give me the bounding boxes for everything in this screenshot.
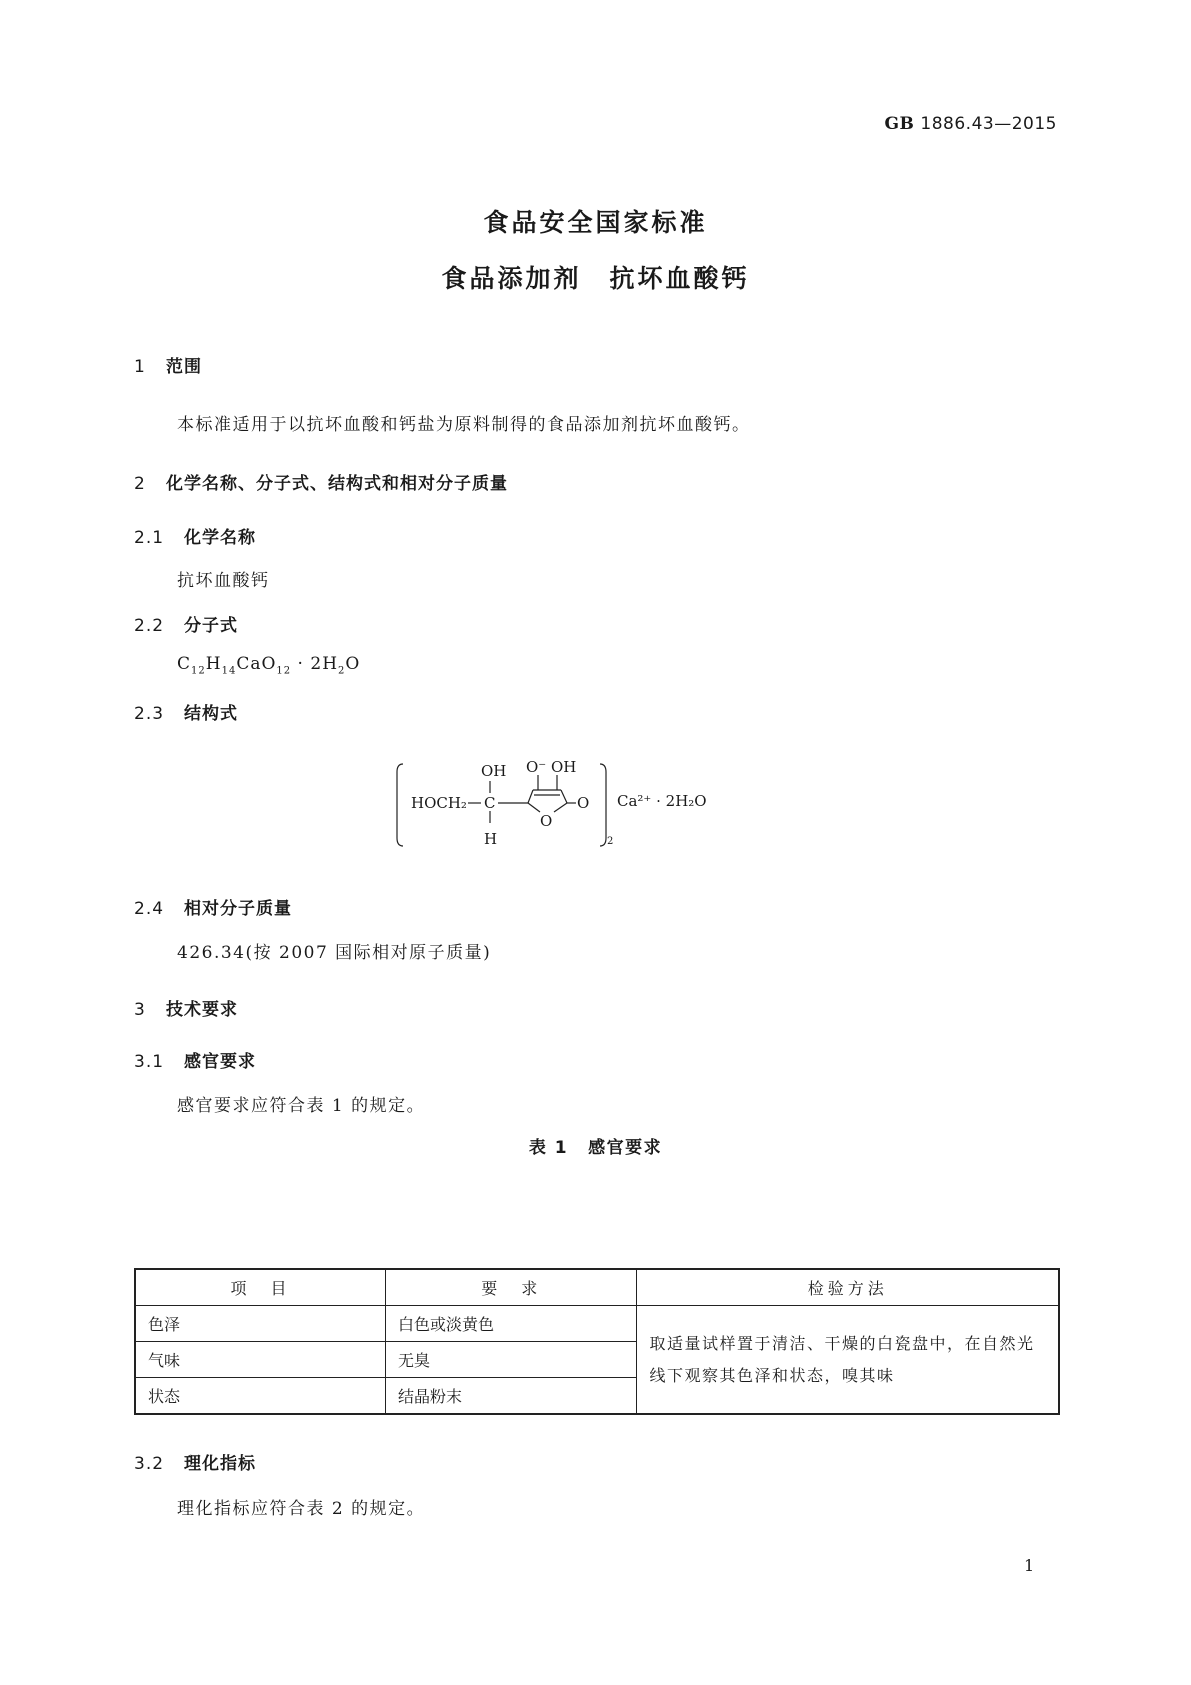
- table-row: [135, 1306, 1059, 1342]
- cation-label: Ca²⁺ · 2H₂O: [617, 792, 707, 810]
- chemical-name: 抗坏血酸钙: [177, 571, 270, 591]
- section-number: 3.2: [134, 1454, 165, 1474]
- h-label: H: [484, 830, 498, 848]
- cell-requirement: 无臭: [385, 1342, 636, 1378]
- table-1-caption: [0, 1133, 1191, 1158]
- ring-bond-3: [561, 790, 567, 803]
- table-title: 感官要求: [588, 1138, 663, 1158]
- section-number: 1: [134, 357, 146, 377]
- oh-top-label: OH: [481, 762, 507, 780]
- cell-item: 色泽: [135, 1306, 385, 1342]
- section-title: 结构式: [184, 704, 238, 724]
- column-header-item: 项 目: [135, 1269, 385, 1306]
- section-title: 范围: [166, 357, 202, 377]
- section-3-heading: [134, 995, 238, 1020]
- cell-requirement: 白色或淡黄色: [385, 1306, 636, 1342]
- section-number: 2.4: [134, 899, 165, 919]
- section-number: 3: [134, 1000, 146, 1020]
- section-title: 技术要求: [166, 1000, 238, 1020]
- section-title: 分子式: [184, 616, 238, 636]
- table-header-row: [135, 1269, 1059, 1306]
- standard-number: 1886.43—2015: [920, 114, 1057, 134]
- section-2-2-heading: [134, 611, 238, 636]
- carbonyl-o-label: O: [577, 794, 590, 812]
- cell-item: 状态: [135, 1378, 385, 1415]
- section-title: 理化指标: [184, 1454, 256, 1474]
- section-number: 2.3: [134, 704, 165, 724]
- section-1-text: 本标准适用于以抗坏血酸和钙盐为原料制得的食品添加剂抗坏血酸钙。: [177, 415, 751, 435]
- section-number: 3.1: [134, 1052, 165, 1072]
- bracket-subscript: 2: [607, 836, 614, 847]
- section-title: 感官要求: [184, 1052, 256, 1072]
- molecular-formula: $C_{12}H_{14}CaO_{12} \cdot 2H_2O$: [177, 654, 361, 677]
- section-number: 2: [134, 474, 146, 494]
- section-2-heading: [134, 469, 508, 494]
- structural-formula: [395, 760, 735, 860]
- cell-requirement: 结晶粉末: [385, 1378, 636, 1415]
- hoch2-label: HOCH₂: [411, 794, 467, 812]
- section-2-1-heading: [134, 523, 256, 548]
- main-title: 食品安全国家标准: [483, 208, 708, 237]
- standard-prefix: GB: [884, 114, 915, 134]
- c-label: C: [484, 794, 496, 812]
- sensory-requirements-table: [134, 1268, 1060, 1415]
- cell-item: 气味: [135, 1342, 385, 1378]
- section-3-2-heading: [134, 1449, 256, 1474]
- section-title: 相对分子质量: [184, 899, 292, 919]
- section-title: 化学名称: [184, 528, 256, 548]
- table-label: 表 1: [528, 1138, 569, 1158]
- section-title: 化学名称、分子式、结构式和相对分子质量: [166, 474, 508, 494]
- standard-code: [885, 114, 1057, 134]
- molecular-mass: 426.34(按 2007 国际相对原子质量): [177, 943, 492, 963]
- o-minus-label: O⁻: [526, 760, 547, 776]
- section-2-4-heading: [134, 894, 292, 919]
- left-bracket: [397, 764, 403, 846]
- ring-bond-5: [554, 803, 567, 812]
- section-3-2-text: 理化指标应符合表 2 的规定。: [177, 1499, 426, 1519]
- section-number: 2.2: [134, 616, 165, 636]
- section-3-1-text: 感官要求应符合表 1 的规定。: [177, 1096, 426, 1116]
- ring-bond-1: [528, 790, 533, 803]
- cell-method: 取适量试样置于清洁、干燥的白瓷盘中，在自然光线下观察其色泽和状态，嗅其味: [637, 1306, 1059, 1415]
- section-3-1-heading: [134, 1047, 256, 1072]
- section-2-3-heading: [134, 699, 238, 724]
- page-number: 1: [1024, 1556, 1035, 1575]
- right-bracket: [600, 764, 606, 846]
- column-header-method: 检验方法: [637, 1269, 1059, 1306]
- ring-o-label: O: [540, 812, 553, 830]
- section-number: 2.1: [134, 528, 165, 548]
- column-header-requirement: 要 求: [385, 1269, 636, 1306]
- section-1-heading: [134, 352, 202, 377]
- sub-title: 食品添加剂 抗坏血酸钙: [441, 264, 750, 293]
- ring-bond-4: [528, 803, 540, 812]
- oh-right-label: OH: [551, 760, 577, 776]
